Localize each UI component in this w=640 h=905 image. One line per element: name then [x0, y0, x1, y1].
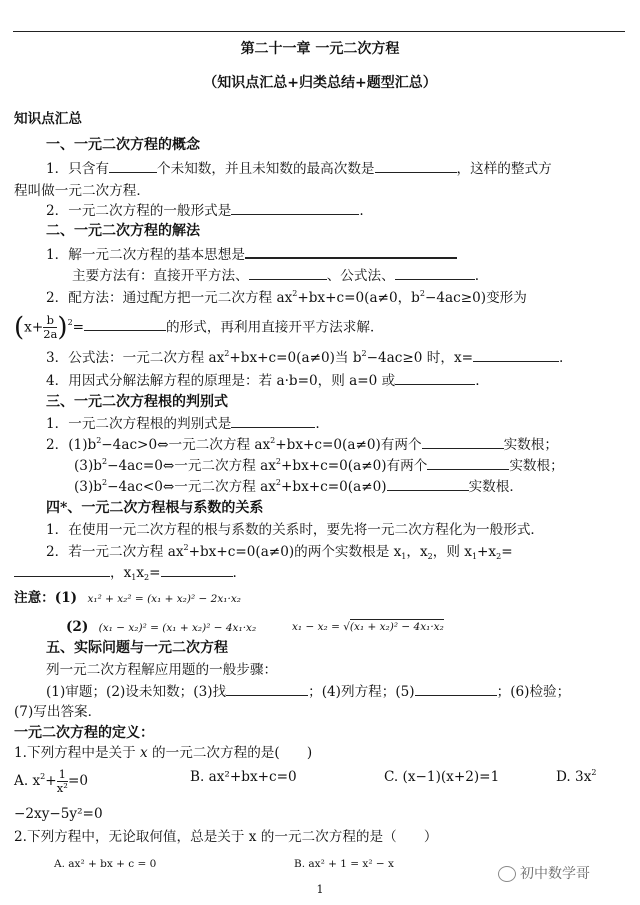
watermark: 初中数学哥	[498, 865, 590, 883]
s3-line1: 1．一元二次方程根的判别式是 .	[46, 416, 320, 432]
page-number: 1	[316, 883, 324, 896]
q2-option-a: A. ax² + bx + c = 0	[54, 858, 157, 870]
q1-option-d-cont: −2xy−5y²=0	[14, 806, 103, 822]
page-subtitle: （知识点汇总+归类总结+题型汇总）	[203, 75, 437, 91]
top-rule	[13, 31, 625, 32]
s4-line3: ，$x_1x_2=$ .	[14, 564, 237, 582]
sqrt-icon: √	[343, 621, 350, 633]
q2-option-b: B. ax² + 1 = x² − x	[294, 858, 394, 870]
s2-line3: 2．配方法：通过配方把一元二次方程 $ax^2+bx+c=0(a\ne 0$，$b^2-4ac\ge 0$)变形为	[46, 289, 527, 306]
s3-line3: $(3)b^2-4ac=0\Leftrightarrow$一元二次方程 $ax^2+bx+c=0(a\ne 0)$有两个 实数根；	[74, 457, 564, 474]
note-formula-1: x₁² + x₂² = (x₁ + x₂)² − 2x₁·x₂	[87, 593, 241, 605]
section-heading: 知识点汇总	[14, 111, 82, 127]
s1-line1: 1．只含有 个未知数，并且未知数的最高次数是 ，这样的整式方	[46, 161, 552, 177]
s2-line2: 主要方法有：直接开平方法、 、公式法、 .	[72, 268, 480, 284]
s2-line1: 1．解一元二次方程的基本思想是	[46, 245, 457, 264]
q1-option-c: C. (x−1)(x+2)=1	[384, 769, 500, 785]
s3-line4: $(3)b^2-4ac<0\Leftrightarrow$一元二次方程 $ax^2+bx+c=0(a\ne 0)$ 实数根．	[74, 478, 523, 495]
s1-line2: 程叫做一元二次方程．	[14, 183, 150, 199]
s2-line5: 3．公式法：一元二次方程 $ax^2+bx+c=0(a\ne 0)$当 $b^2-4ac\ge 0$ 时，x= .	[46, 349, 564, 366]
s5-line1: 列一元二次方程解应用题的一般步骤：	[46, 662, 278, 678]
note-formula-2: (x₁ − x₂)² = (x₁ + x₂)² − 4x₁·x₂	[98, 622, 257, 634]
s3-heading: 三、一元二次方程根的判别式	[46, 394, 228, 410]
def-heading: 一元二次方程的定义：	[14, 725, 154, 741]
s5-line2: (1)审题；(2)设未知数；(3)找 ；(4)列方程；(5) ；(6)检验；	[46, 684, 571, 700]
s1-heading: 一、一元二次方程的概念	[46, 137, 200, 153]
note-formula-3: x₁ − x₂ = √(x₁ + x₂)² − 4x₁·x₂	[292, 621, 444, 633]
s4-heading: 四*、一元二次方程根与系数的关系	[46, 500, 264, 516]
note-line2: (2) (x₁ − x₂)² = (x₁ + x₂)² − 4x₁·x₂	[66, 619, 257, 635]
q1-option-d: D. $3x^2$	[556, 768, 597, 785]
q1-option-b: B. ax²+bx+c=0	[190, 769, 297, 785]
s1-line3: 2．一元二次方程的一般形式是 .	[46, 203, 364, 219]
page-title: 第二十一章 一元二次方程	[240, 41, 400, 57]
s2-heading: 二、一元二次方程的解法	[46, 223, 200, 239]
s2-line6: 4．用因式分解法解方程的原理是：若 a·b=0，则 a=0 或 .	[46, 373, 480, 389]
s4-line2: 2．若一元二次方程 $ax^2+bx+c=0(a\ne 0)$的两个实数根是 $x_1$，$x_2$，则 $x_1+x_2=$	[46, 543, 513, 561]
s5-heading: 五、实际问题与一元二次方程	[46, 640, 228, 656]
s2-line4: (x+ $\frac{b}{2a}$ )$^2$= 的形式，再利用直接开平方法求解．	[14, 312, 384, 343]
q1-stem: 1.下列方程中是关于 x 的一元二次方程的是( )	[14, 745, 313, 761]
q2-stem: 2.下列方程中，无论取何值，总是关于 x 的一元二次方程的是（ ）	[14, 829, 438, 845]
s3-line2: 2．$(1)b^2-4ac>0\Leftrightarrow$一元二次方程 $ax^2+bx+c=0(a\ne 0)$有两个 实数根；	[46, 436, 558, 453]
q1-option-a: A. $x^2+$ $\frac{1}{\text{x²}}$ =0	[14, 767, 88, 795]
q1-options	[14, 767, 597, 795]
s4-line1: 1．在使用一元二次方程的根与系数的关系时，要先将一元二次方程化为一般形式．	[46, 522, 545, 538]
note-line1: 注意：(1) x₁² + x₂² = (x₁ + x₂)² − 2x₁·x₂	[14, 590, 241, 606]
wechat-icon	[498, 866, 516, 882]
s5-line3: (7)写出答案．	[14, 704, 102, 720]
